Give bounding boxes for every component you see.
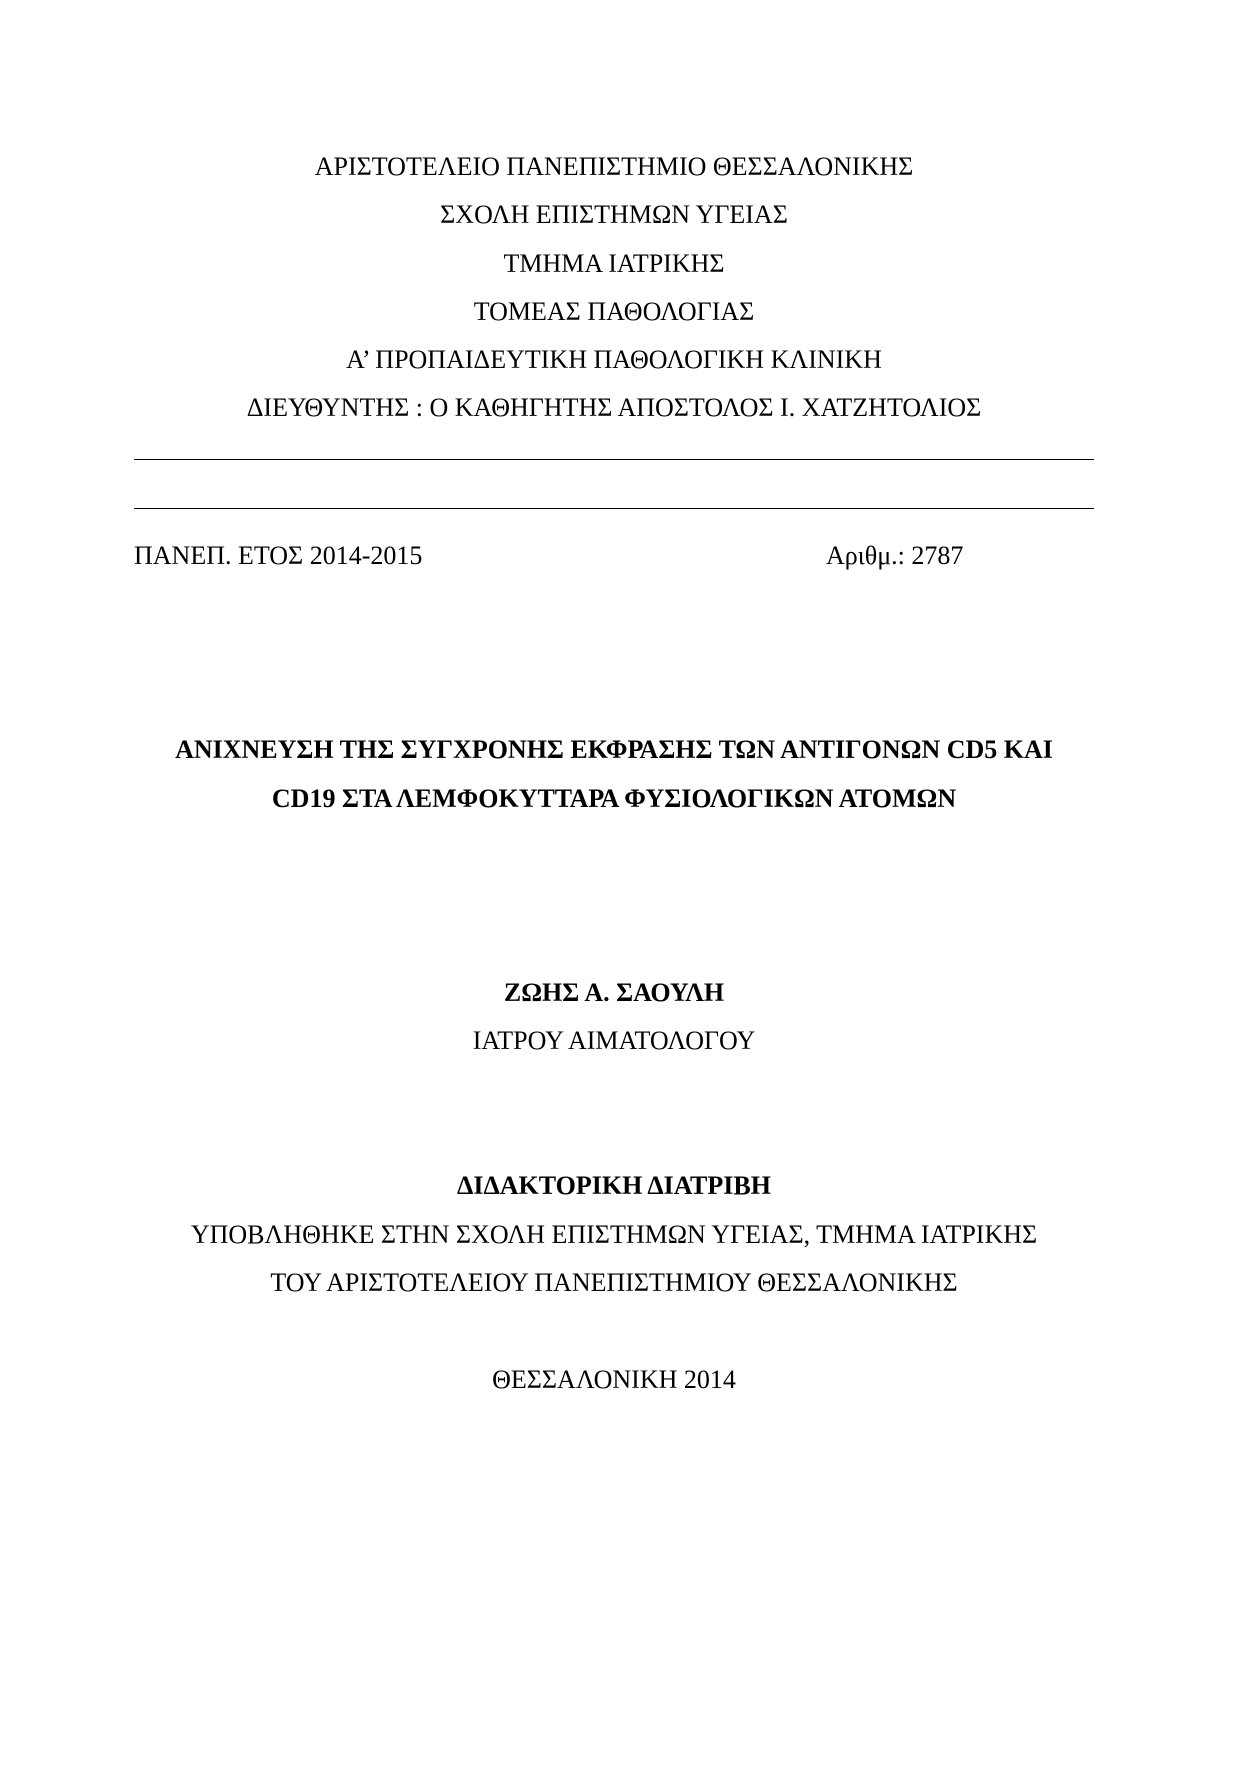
thesis-number: Αριθμ.: 2787 <box>826 541 964 570</box>
academic-year: ΠΑΝΕΠ. ΕΤΟΣ 2014-2015 <box>134 541 423 570</box>
author-role: ΙΑΤΡΟΥ ΑΙΜΑΤΟΛΟΓΟΥ <box>472 1026 756 1055</box>
school-name: ΣΧΟΛΗ ΕΠΙΣΤΗΜΩΝ ΥΓΕΙΑΣ <box>440 200 788 229</box>
submission-line-2: ΤΟΥ ΑΡΙΣΤΟΤΕΛΕΙΟΥ ΠΑΝΕΠΙΣΤΗΜΙΟΥ ΘΕΣΣΑΛΟΝΙΚΗΣ <box>270 1268 958 1297</box>
thesis-title-line-2: CD19 ΣΤΑ ΛΕΜΦΟΚΥΤΤΑΡΑ ΦΥΣΙΟΛΟΓΙΚΩΝ ΑΤΟΜΩΝ <box>271 784 957 813</box>
divider-top <box>134 459 1094 460</box>
clinic-name: Α’ ΠΡΟΠΑΙΔΕΥΤΙΚΗ ΠΑΘΟΛΟΓΙΚΗ ΚΛΙΝΙΚΗ <box>346 345 882 374</box>
thesis-title-line-1: ΑΝΙΧΝΕΥΣΗ ΤΗΣ ΣΥΓΧΡΟΝΗΣ ΕΚΦΡΑΣΗΣ ΤΩΝ ΑΝΤΙΓΟΝΩΝ CD5 ΚΑΙ <box>175 735 1053 764</box>
university-name: ΑΡΙΣΤΟΤΕΛΕΙΟ ΠΑΝΕΠΙΣΤΗΜΙΟ ΘΕΣΣΑΛΟΝΙΚΗΣ <box>314 152 914 181</box>
director-line: ΔΙΕΥΘΥΝΤΗΣ : Ο ΚΑΘΗΓΗΤΗΣ ΑΠΟΣΤΟΛΟΣ Ι. ΧΑΤΖΗΤΟΛΙΟΣ <box>246 393 982 422</box>
place-year: ΘΕΣΣΑΛΟΝΙΚΗ 2014 <box>492 1365 736 1394</box>
divider-bottom <box>134 508 1094 509</box>
author-name: ΖΩΗΣ Α. ΣΑΟΥΛΗ <box>503 978 725 1007</box>
sector-name: ΤΟΜΕΑΣ ΠΑΘΟΛΟΓΙΑΣ <box>473 297 755 326</box>
department-name: ΤΜΗΜΑ ΙΑΤΡΙΚΗΣ <box>503 249 725 278</box>
submission-line-1: ΥΠΟΒΛΗΘΗΚΕ ΣΤΗΝ ΣΧΟΛΗ ΕΠΙΣΤΗΜΩΝ ΥΓΕΙΑΣ, ΤΜΗΜΑ ΙΑΤΡΙΚΗΣ <box>190 1220 1038 1249</box>
thesis-type: ΔΙΔΑΚΤΟΡΙΚΗ ΔΙΑΤΡΙΒΗ <box>457 1171 771 1200</box>
